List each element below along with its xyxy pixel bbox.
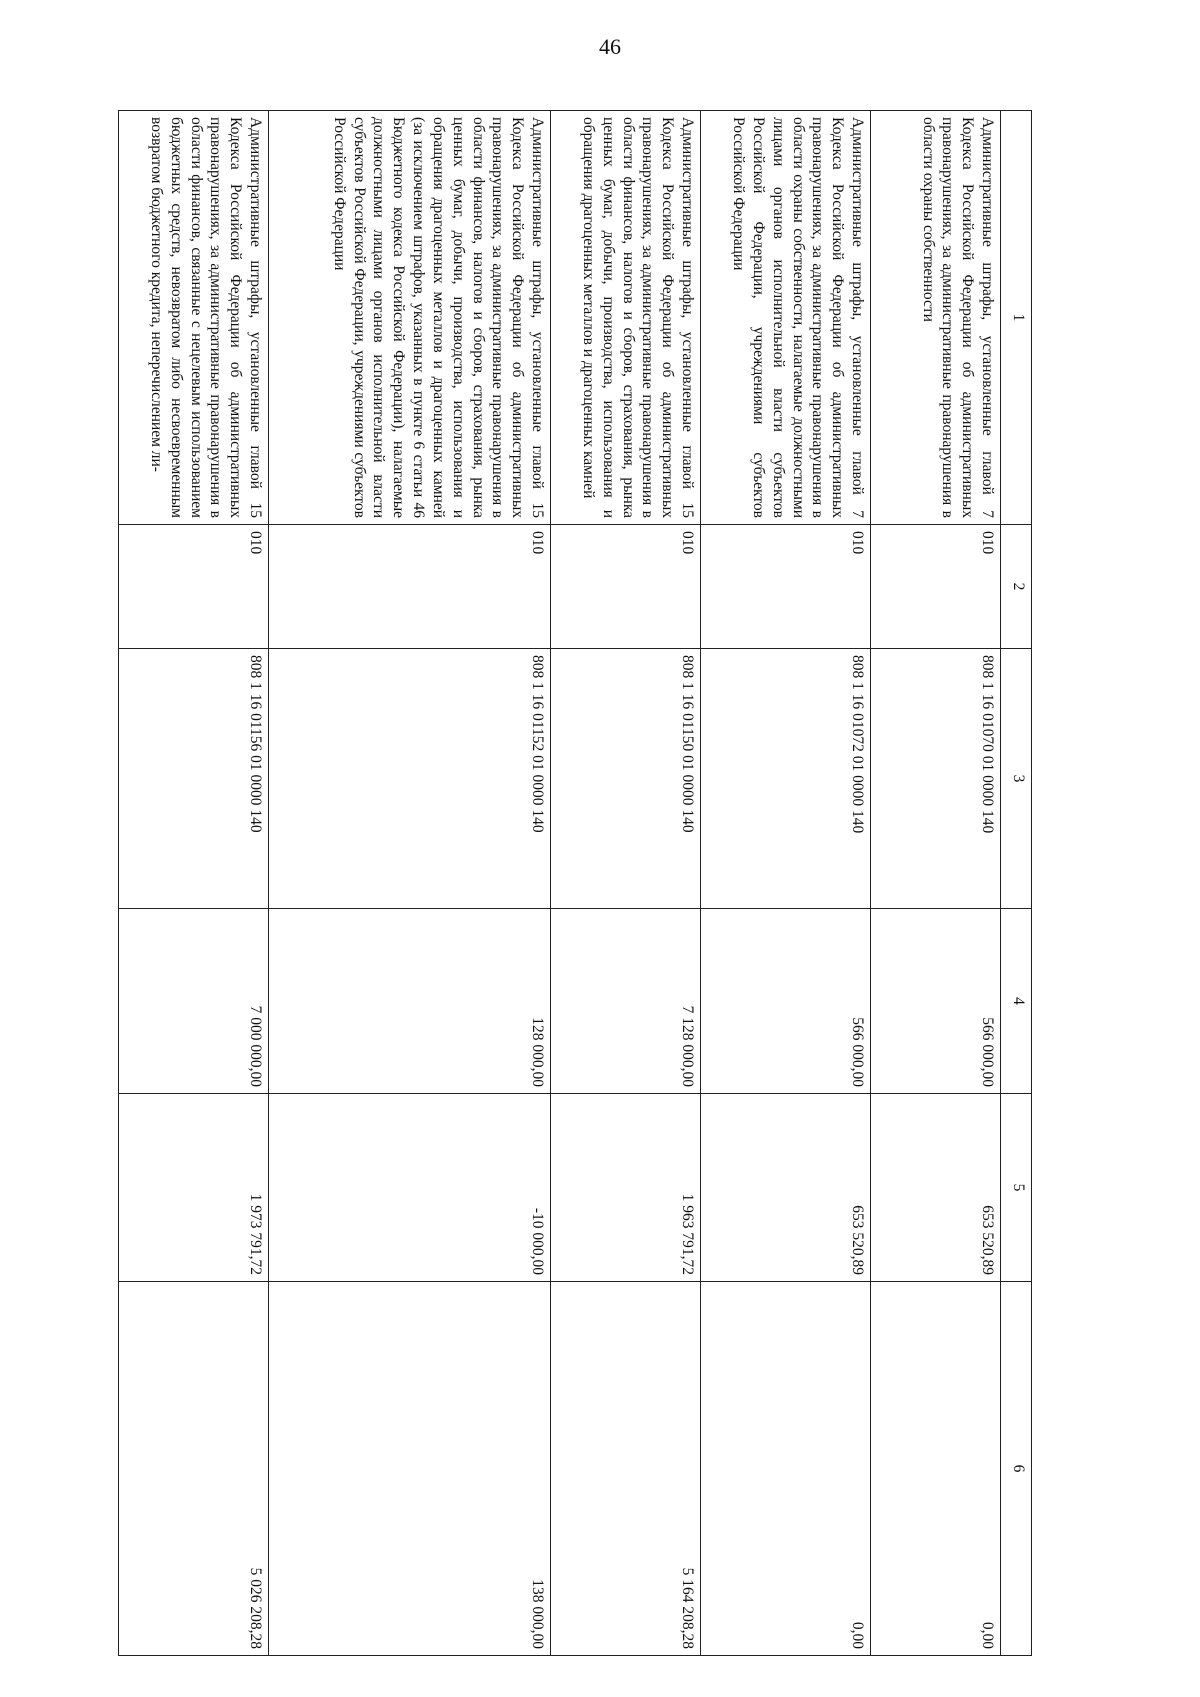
- row-kbk: 808 1 16 01072 01 0000 140: [701, 649, 871, 909]
- row-kbk: 808 1 16 01156 01 0000 140: [119, 649, 269, 909]
- table-row: [269, 111, 551, 1656]
- row-col4: 566 000,00: [871, 909, 1001, 1094]
- row-col5: 1 963 791,72: [551, 1094, 701, 1282]
- row-col6: 5 164 208,28: [551, 1282, 701, 1656]
- page-number: 46: [599, 34, 621, 59]
- row-code: 010: [269, 525, 551, 649]
- table-row: [119, 111, 269, 1656]
- row-description: Административные штрафы, установленные главой 7 Кодекса Российской Федерации об административных правонарушениях, за административные правонарушения в области охраны собственности, налагаемые должностными лицами органов исполнительной власти субъектов Российской Федерации, учреждениями субъектов Российской Федерации: [701, 111, 871, 525]
- column-header-1: 1: [1001, 111, 1032, 525]
- row-kbk: 808 1 16 01152 01 0000 140: [269, 649, 551, 909]
- column-header-3: 3: [1001, 649, 1032, 909]
- table-row: [551, 111, 701, 1656]
- row-col4: 566 000,00: [701, 909, 871, 1094]
- table-row: [701, 111, 871, 1656]
- row-kbk: 808 1 16 01150 01 0000 140: [551, 649, 701, 909]
- column-header-2: 2: [1001, 525, 1032, 649]
- row-description: Административные штрафы, установленные главой 15 Кодекса Российской Федерации об административных правонарушениях, за административные правонарушения в области финансов, налогов и сборов, страхования, рынка ценных бумаг, добычи, производства, использования и обращения драгоценных металлов и драгоценных камней: [551, 111, 701, 525]
- row-col6: 0,00: [871, 1282, 1001, 1656]
- column-header-4: 4: [1001, 909, 1032, 1094]
- row-col6: 5 026 208,28: [119, 1282, 269, 1656]
- row-description: Административные штрафы, установленные главой 7 Кодекса Российской Федерации об административных правонарушениях, за административные правонарушения в области охраны собственности: [871, 111, 1001, 525]
- row-col6: 138 000,00: [269, 1282, 551, 1656]
- rotated-table-container: [147, 110, 1032, 1655]
- column-header-6: 6: [1001, 1282, 1032, 1656]
- row-description: Административные штрафы, установленные главой 15 Кодекса Российской Федерации об административных правонарушениях, за административные правонарушения в области финансов, налогов и сборов, страхования, рынка ценных бумаг, добычи, производства, использования и обращения драгоценных металлов и драгоценных камней (за исключением штрафов, указанных в пункте 6 статьи 46 Бюджетного кодекса Российской Федерации), налагаемые должностными лицами органов исполнительной власти субъектов Российской Федерации, учреждениями субъектов Российской Федерации: [269, 111, 551, 525]
- header-row: [1001, 111, 1032, 1656]
- row-col6: 0,00: [701, 1282, 871, 1656]
- row-kbk: 808 1 16 01070 01 0000 140: [871, 649, 1001, 909]
- row-col5: 1 973 791,72: [119, 1094, 269, 1282]
- row-code: 010: [871, 525, 1001, 649]
- row-code: 010: [119, 525, 269, 649]
- row-description: Административные штрафы, установленные главой 15 Кодекса Российской Федерации об административных правонарушениях, за административные правонарушения в области финансов, связанные с нецелевым использованием бюджетных средств, невозвратом либо несвоевременным возвратом бюджетного кредита, неперечислением ли-: [119, 111, 269, 525]
- row-col4: 128 000,00: [269, 909, 551, 1094]
- budget-table: [118, 110, 1032, 1656]
- column-header-5: 5: [1001, 1094, 1032, 1282]
- row-code: 010: [701, 525, 871, 649]
- row-col5: -10 000,00: [269, 1094, 551, 1282]
- row-code: 010: [551, 525, 701, 649]
- row-col4: 7 128 000,00: [551, 909, 701, 1094]
- row-col5: 653 520,89: [871, 1094, 1001, 1282]
- table-row: [871, 111, 1001, 1656]
- row-col5: 653 520,89: [701, 1094, 871, 1282]
- row-col4: 7 000 000,00: [119, 909, 269, 1094]
